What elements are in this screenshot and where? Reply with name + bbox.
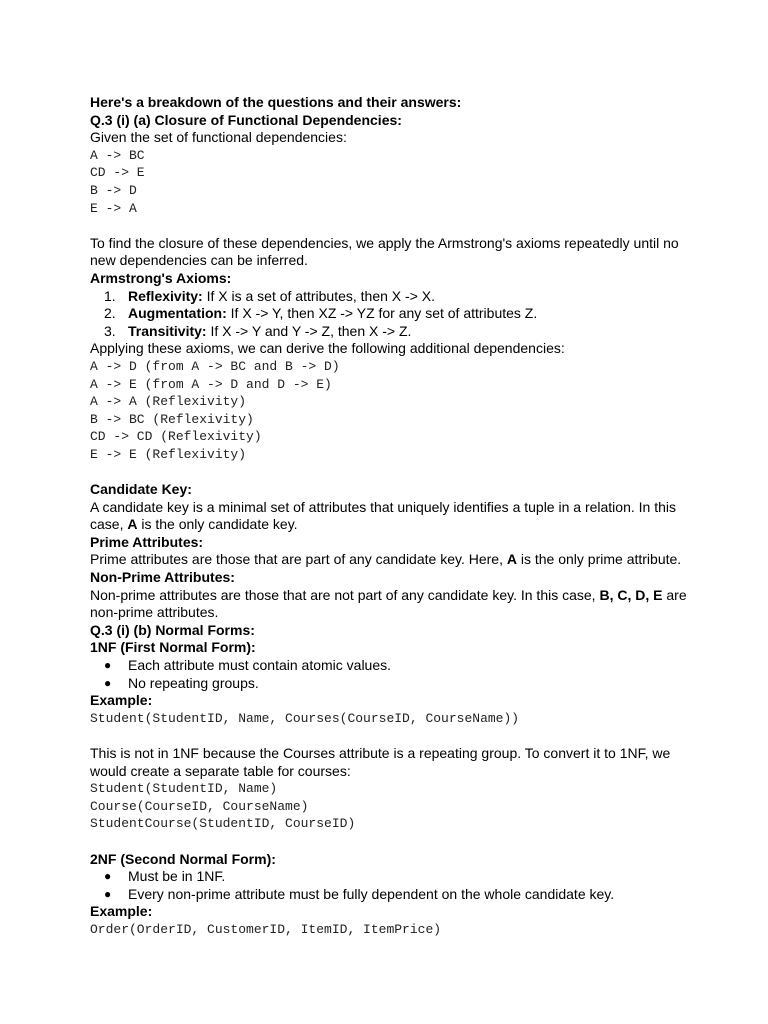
- intro-heading: Here's a breakdown of the questions and their answers:: [90, 94, 462, 110]
- bullet-icon: ●: [104, 675, 112, 690]
- list-item: [90, 657, 688, 675]
- q3b-heading: Q.3 (i) (b) Normal Forms:: [90, 621, 255, 638]
- nonprime-text: are non-prime attributes.: [90, 586, 687, 621]
- nf2-heading: 2NF (Second Normal Form):: [90, 850, 276, 867]
- nonprime-paragraph: [90, 587, 688, 622]
- prime-paragraph: [90, 551, 688, 569]
- derived-fd-line: A -> E (from A -> D and D -> E): [90, 376, 332, 392]
- list-item: [90, 868, 688, 886]
- axiom-number: 1.: [104, 287, 116, 304]
- fd-line: A -> BC: [90, 147, 145, 163]
- nf2-example-code: Order(OrderID, CustomerID, ItemID, ItemPrice): [90, 921, 442, 937]
- rule-text: Must be in 1NF.: [128, 868, 226, 885]
- given-text: Given the set of functional dependencies:: [90, 129, 347, 146]
- candidate-text: is the only candidate key.: [137, 516, 298, 533]
- axiom-name: Augmentation:: [128, 305, 227, 322]
- derived-fd-line: A -> D (from A -> BC and B -> D): [90, 358, 340, 374]
- q3a-heading: Q.3 (i) (a) Closure of Functional Dependencies:: [90, 111, 402, 128]
- nf1-table-line: StudentCourse(StudentID, CourseID): [90, 816, 356, 832]
- axiom-name: Transitivity:: [128, 322, 207, 339]
- axiom-name: Reflexivity:: [128, 287, 203, 304]
- bullet-icon: ●: [104, 886, 112, 901]
- closure-paragraph: To find the closure of these dependencies, we apply the Armstrong's axioms repeatedly until no new dependencies can be inferred.: [90, 234, 679, 269]
- applying-text: Applying these axioms, we can derive the following additional dependencies:: [90, 340, 565, 357]
- derived-fd-line: CD -> CD (Reflexivity): [90, 429, 262, 445]
- axiom-item: [90, 323, 688, 341]
- axiom-number: 3.: [104, 322, 116, 339]
- axiom-item: [90, 288, 688, 306]
- rule-text: Each attribute must contain atomic values.: [128, 657, 392, 673]
- nonprime-heading: Non-Prime Attributes:: [90, 569, 235, 586]
- nf1-heading: 1NF (First Normal Form):: [90, 639, 256, 656]
- nf1-table-line: Student(StudentID, Name): [90, 781, 278, 797]
- nf2-example-label: Example:: [90, 903, 153, 920]
- nf1-example-code: Student(StudentID, Name, Courses(CourseID, CourseName)): [90, 710, 520, 726]
- rule-text: No repeating groups.: [128, 674, 259, 691]
- nf1-explain-paragraph: This is not in 1NF because the Courses attribute is a repeating group. To convert it to 1NF, we would create a separate table for courses:: [90, 744, 671, 779]
- nf1-table-line: Course(CourseID, CourseName): [90, 798, 309, 814]
- candidate-key-value: A: [127, 516, 138, 533]
- axiom-text: If X -> Y, then XZ -> YZ for any set of attributes Z.: [226, 305, 538, 322]
- fd-line: B -> D: [90, 182, 137, 198]
- bullet-icon: ●: [104, 658, 112, 672]
- axiom-text: If X is a set of attributes, then X -> X.: [202, 287, 435, 304]
- nf2-rules-list: [90, 868, 688, 903]
- fd-line: E -> A: [90, 200, 137, 216]
- nonprime-text: Non-prime attributes are those that are not part of any candidate key. In this case,: [90, 586, 600, 603]
- candidate-text: A candidate key is a minimal set of attributes that uniquely identifies a tuple in a relation. In this case,: [90, 498, 676, 533]
- axiom-text: If X -> Y and Y -> Z, then X -> Z.: [206, 322, 412, 339]
- derived-fd-line: B -> BC (Reflexivity): [90, 411, 254, 427]
- candidate-key-paragraph: [90, 499, 688, 534]
- rule-text: Every non-prime attribute must be fully dependent on the whole candidate key.: [128, 885, 615, 902]
- axioms-list: [90, 288, 688, 341]
- prime-text: Prime attributes are those that are part of any candidate key. Here,: [90, 551, 507, 568]
- bullet-icon: ●: [104, 869, 112, 884]
- axiom-number: 2.: [104, 305, 116, 322]
- nonprime-value: B, C, D, E: [599, 586, 663, 603]
- candidate-key-heading: Candidate Key:: [90, 481, 192, 498]
- prime-text: is the only prime attribute.: [516, 551, 682, 568]
- list-item: [90, 675, 688, 693]
- prime-value: A: [506, 551, 517, 568]
- derived-fd-line: E -> E (Reflexivity): [90, 446, 247, 462]
- fd-line: CD -> E: [90, 165, 145, 181]
- axiom-item: [90, 305, 688, 323]
- derived-fd-line: A -> A (Reflexivity): [90, 394, 247, 410]
- prime-heading: Prime Attributes:: [90, 533, 204, 550]
- nf1-rules-list: [90, 657, 688, 692]
- nf1-example-label: Example:: [90, 692, 153, 709]
- list-item: [90, 886, 688, 904]
- axioms-heading: Armstrong's Axioms:: [90, 269, 232, 286]
